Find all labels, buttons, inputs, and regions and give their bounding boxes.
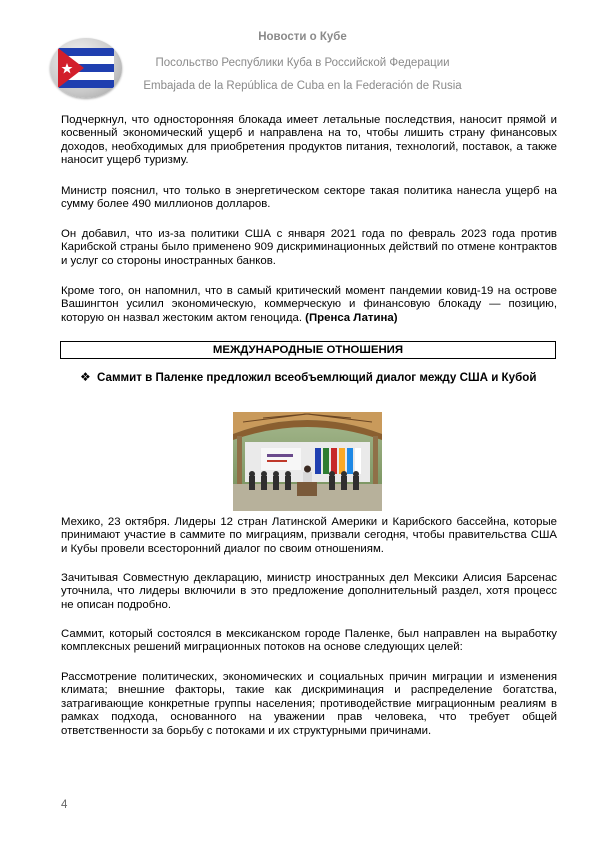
newsletter-title: Новости о Кубе [258, 31, 347, 43]
article-paragraph: Саммит, который состоялся в мексиканском городе Паленке, был направлен на выработку комплексных решений миграционных потоков на основе следующих целей: [61, 628, 557, 654]
article-paragraph: Рассмотрение политических, экономических и социальных причин миграции и изменения климата; внешние факторы, такие как дискриминация и распределение богатства, затрагивающие конкретные группы населения; противодействие миграционным реалиям в рамках подхода, основанного на уважении прав человека, что требует общей ответственности за борьбу с потоками и их структурными причинами. [61, 671, 557, 737]
article-headline: Саммит в Паленке предложил всеобъемлющий диалог между США и Кубой [97, 371, 537, 384]
article-paragraph: Он добавил, что из-за политики США с января 2021 года по февраль 2023 года против Карибской страны было применено 909 дискриминационных действий по отмене контрактов и услуг со стороны иностранных банков. [61, 228, 557, 267]
article-paragraph: Мехико, 23 октября. Лидеры 12 стран Латинской Америки и Карибского бассейна, которые принимают участие в саммите по миграциям, призвали сегодня, чтобы правительства США и Кубы провели всесторонний диалог по своим отношениям. [61, 516, 557, 555]
embassy-name-spanish: Embajada de la República de Cuba en la Federación de Rusia [143, 80, 462, 92]
embassy-name-russian: Посольство Республики Куба в Российской Федерации [155, 57, 450, 69]
article-paragraph: Зачитывая Совместную декларацию, министр иностранных дел Мексики Алисия Барсенас уточнила, что лидеры включили в это предложение дополнительный раздел, хотя процесс не описан подробно. [61, 572, 557, 611]
page-number: 4 [61, 799, 68, 811]
page-header [0, 0, 605, 105]
diamond-bullet-icon: ❖ [80, 370, 91, 384]
article-paragraph-text: Кроме того, он напомнил, что в самый критический момент пандемии ковид-19 на острове Вашингтон усилил экономическую, коммерческую и финансовую блокаду — позицию, которую он назвал жестоким актом геноцида. [61, 285, 557, 324]
section-title: МЕЖДУНАРОДНЫЕ ОТНОШЕНИЯ [212, 344, 404, 356]
section-title-box [60, 341, 556, 359]
article-paragraph [61, 285, 557, 325]
article-paragraph: Министр пояснил, что только в энергетическом секторе такая политика нанесла ущерб на сумму более 490 миллионов долларов. [61, 185, 557, 211]
source-credit: (Пренса Латина) [305, 311, 398, 324]
summit-photo [233, 412, 382, 511]
article-paragraph: Подчеркнул, что односторонняя блокада имеет летальные последствия, наносит прямой и косвенный экономический ущерб и направлена на то, чтобы лишить страну финансовых доходов, необходимых для приобретения продуктов питания, технологий, поставок, а также наносит ущерб туризму. [61, 114, 557, 167]
